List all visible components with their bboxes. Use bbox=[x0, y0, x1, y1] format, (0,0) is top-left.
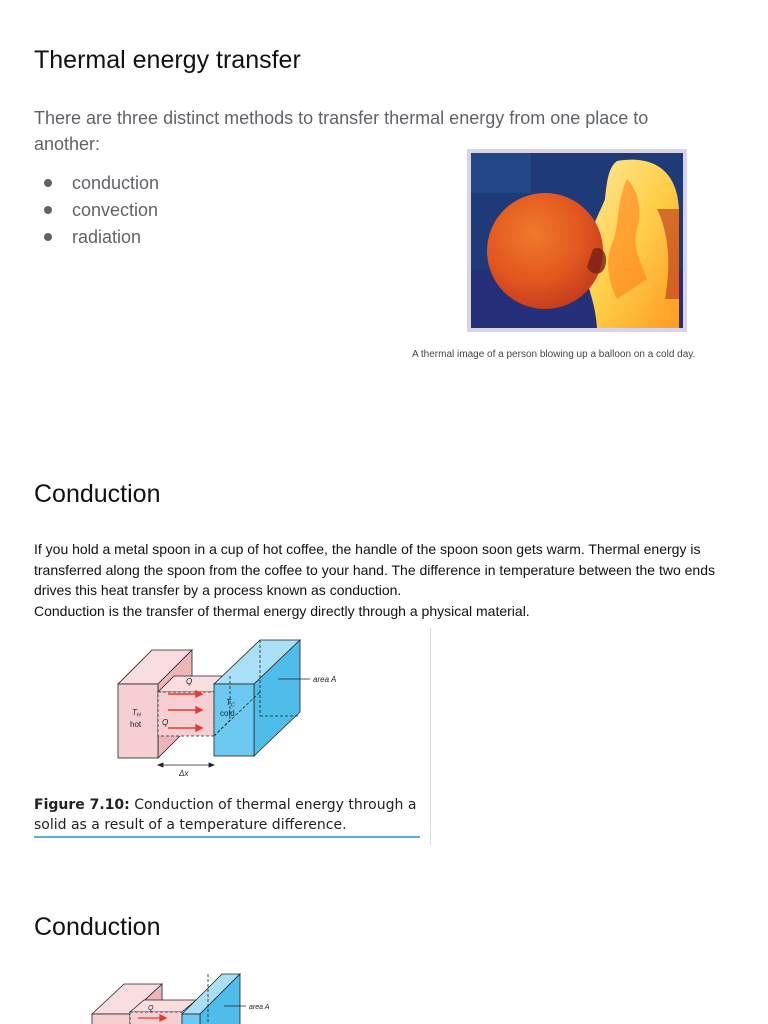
label-area: area A bbox=[313, 675, 337, 684]
list-item: conduction bbox=[34, 170, 159, 197]
label-dx: Δx bbox=[179, 769, 189, 778]
conduction-diagram bbox=[110, 636, 350, 782]
divider bbox=[430, 628, 431, 846]
bullet-icon bbox=[44, 179, 52, 187]
section-title-conduction: Conduction bbox=[34, 480, 161, 508]
figure-caption bbox=[34, 795, 419, 835]
label-th: TH bbox=[132, 708, 141, 719]
conduction-diagram-2 bbox=[84, 972, 304, 1024]
methods-list bbox=[34, 170, 159, 251]
figure-label: Figure 7.10: bbox=[34, 797, 130, 813]
page-title: Thermal energy transfer bbox=[34, 46, 301, 74]
bullet-icon bbox=[44, 206, 52, 214]
thermal-image bbox=[467, 149, 687, 332]
label-hot: hot bbox=[130, 720, 142, 729]
figure-caption-text: Conduction of thermal energy through a solid as a result of a temperature difference. bbox=[34, 797, 417, 833]
figure-rule bbox=[34, 836, 420, 838]
image-caption: A thermal image of a person blowing up a balloon on a cold day. bbox=[412, 349, 696, 360]
intro-text: There are three distinct methods to transfer thermal energy from one place to another: bbox=[34, 108, 649, 154]
bullet-icon bbox=[44, 233, 52, 241]
conduction-paragraph: If you hold a metal spoon in a cup of hot coffee, the handle of the spoon soon gets warm. Thermal energy is transferred along the spoon from the coffee to your hand. The difference in temperature between the two ends drives this heat transfer by a process known as conduction. Conduction is the transfer of thermal energy directly through a physical material. bbox=[34, 541, 715, 619]
label-q-top: Q bbox=[186, 677, 193, 686]
list-item: convection bbox=[34, 197, 159, 224]
label-area-2: area A bbox=[249, 1004, 270, 1011]
label-tc: TC bbox=[226, 698, 235, 709]
section-title-conduction-2: Conduction bbox=[34, 913, 161, 941]
label-q-2: Q bbox=[148, 1005, 154, 1012]
list-item: radiation bbox=[34, 224, 159, 251]
label-q-bottom: Q bbox=[162, 718, 169, 727]
label-cold: cold bbox=[220, 709, 235, 718]
